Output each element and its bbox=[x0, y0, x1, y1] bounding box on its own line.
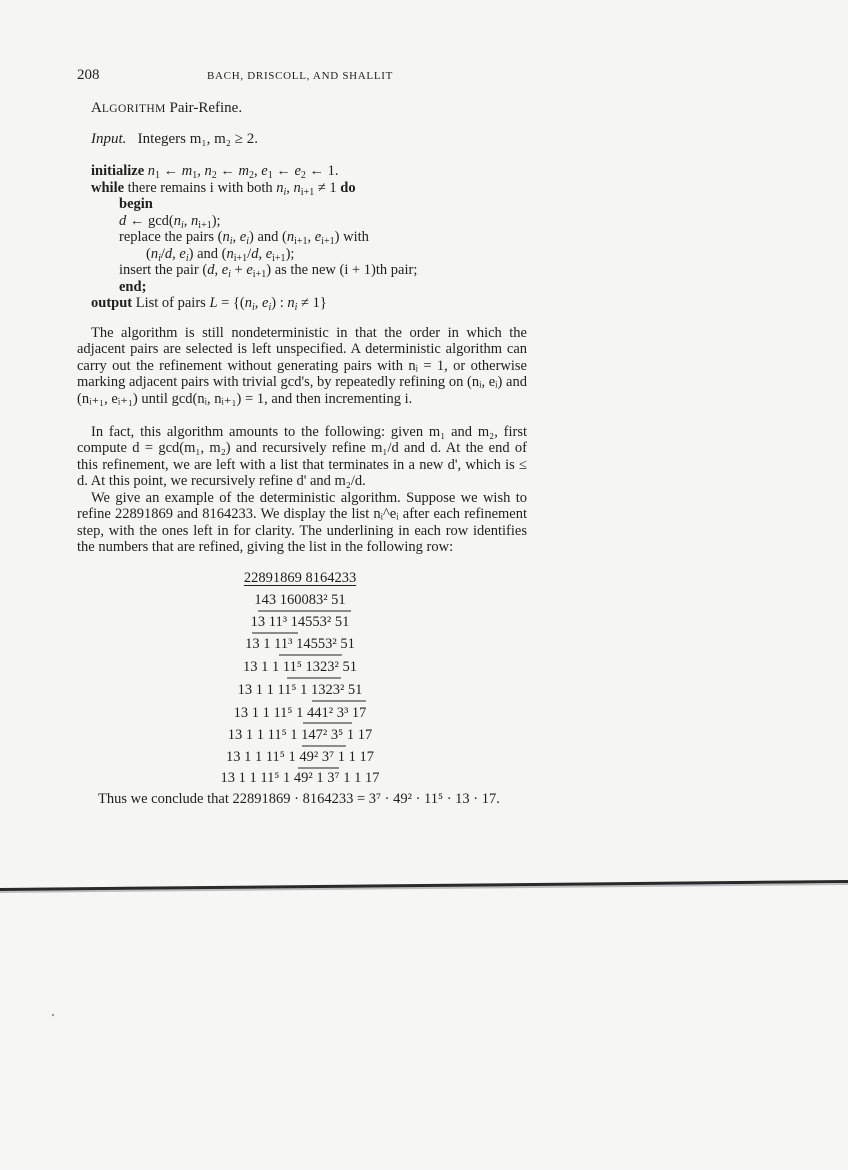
example-row-text: 13 1 1 11⁵ 1 147² 3⁵ 1 17 bbox=[227, 727, 373, 743]
page-number: 208 bbox=[77, 67, 100, 83]
while-text: there remains i with both bbox=[127, 180, 273, 196]
replace-with: with bbox=[343, 229, 369, 245]
step-replace: replace the pairs ($n_i$, $e_i$) and ($n_{i+1}$, $e_{i+1}$) with bbox=[119, 229, 369, 247]
input-text: Integers m₁, m₂ ≥ 2. bbox=[137, 131, 259, 147]
example-row-text: 143 160083² 51 bbox=[254, 592, 346, 608]
algorithm-title-initial: A bbox=[91, 100, 102, 116]
replace-cont-and: and bbox=[197, 246, 219, 262]
step-initialize: initialize $n_1$ ← $m_1$, $n_2$ ← $m_2$, $e_1$ ← $e_2$ ← 1. bbox=[91, 163, 339, 181]
conclusion-text: Thus we conclude that 22891869 · 8164233 = 3⁷ · 49² · 11⁵ · 13 · 17. bbox=[98, 791, 500, 807]
while-keyword: while bbox=[91, 180, 125, 196]
example-row-text: 13 1 1 11⁵ 1 49² 3⁷ 1 1 17 bbox=[225, 749, 375, 765]
step-while: while there remains i with both $n_i$, $n_{i+1} \ne 1$ do bbox=[91, 180, 356, 198]
example-row-text: 13 1 1 11⁵ 1 49² 1 3⁷ 1 1 17 bbox=[220, 770, 380, 786]
step-gcd: d ← $\gcd(n_i$, $n_{i+1}$); bbox=[119, 213, 221, 231]
paragraph-nondeterministic: The algorithm is still nondeterministic in that the order in which the adjacent pairs are selected is left unspecified. A deterministic algorithm can carry out the refinement without generating pairs with nᵢ = 1, or otherwise marking adjacent pairs with trivial gcd's, by repeatedly refining on (nᵢ, eᵢ) and (nᵢ₊₁, eᵢ₊₁) until gcd(nᵢ, nᵢ₊₁) = 1, and then incrementing i. bbox=[77, 325, 527, 407]
step-replace-cont: ($n_i/d$, $e_i$) and ($n_{i+1}/d$, $e_{i+1}$); bbox=[146, 246, 295, 264]
insert-text: insert the pair bbox=[119, 262, 199, 278]
output-keyword: output bbox=[91, 295, 133, 311]
end-keyword: end; bbox=[119, 279, 147, 295]
paragraph-fact: In fact, this algorithm amounts to the following: given m₁ and m₂, first compute d = gcd(m₁, m₂) and recursively refine m₁/d and d. At the end of this refinement, we are left with a list that terminates in a new d', which is ≤ d. At this point, we recursively refine d' and m₂/d. bbox=[77, 424, 527, 490]
algorithm-title-name: Pair-Refine. bbox=[169, 100, 243, 116]
initialize-keyword: initialize bbox=[91, 163, 145, 179]
do-keyword: do bbox=[340, 180, 356, 196]
running-title: BACH, DRISCOLL, AND SHALLIT bbox=[207, 70, 394, 82]
step-output: output List of pairs $L = \{(n_i$, $e_i$) : $n_i \ne 1$} bbox=[91, 295, 327, 313]
output-text: List of pairs bbox=[135, 295, 206, 311]
example-row-text: 13 11³ 14553² 51 bbox=[250, 614, 350, 630]
algorithm-title-smallcaps: LGORITHM bbox=[101, 103, 166, 115]
refined-numbers: 22891869 8164233 bbox=[243, 570, 357, 586]
page-fold-edge bbox=[0, 880, 848, 1170]
step-insert: insert the pair (d, $e_i + e_{i+1}$) as the new (i + 1)th pair; bbox=[119, 262, 418, 280]
example-row-text: 13 1 1 11⁵ 1 441² 3³ 17 bbox=[233, 705, 367, 721]
replace-and: and bbox=[257, 229, 279, 245]
insert-tail: as the new (i + 1)th pair; bbox=[274, 262, 418, 278]
replace-text: replace the pairs bbox=[119, 229, 215, 245]
input-label: Input. bbox=[91, 131, 127, 147]
paragraph-example: We give an example of the deterministic algorithm. Suppose we wish to refine 22891869 and 8164233. We display the list nᵢ^eᵢ after each refinement step, with the ones left in for clarity. The underlining in each row identifies the numbers that are refined, giving the list in the following row: bbox=[77, 490, 527, 556]
example-row-text: 13 1 1 11⁵ 1323² 51 bbox=[243, 659, 357, 675]
example-row-text: 13 1 1 11⁵ 1 1323² 51 bbox=[237, 682, 363, 698]
begin-keyword: begin bbox=[119, 196, 153, 212]
example-row-text: 13 1 11³ 14553² 51 bbox=[245, 636, 355, 652]
